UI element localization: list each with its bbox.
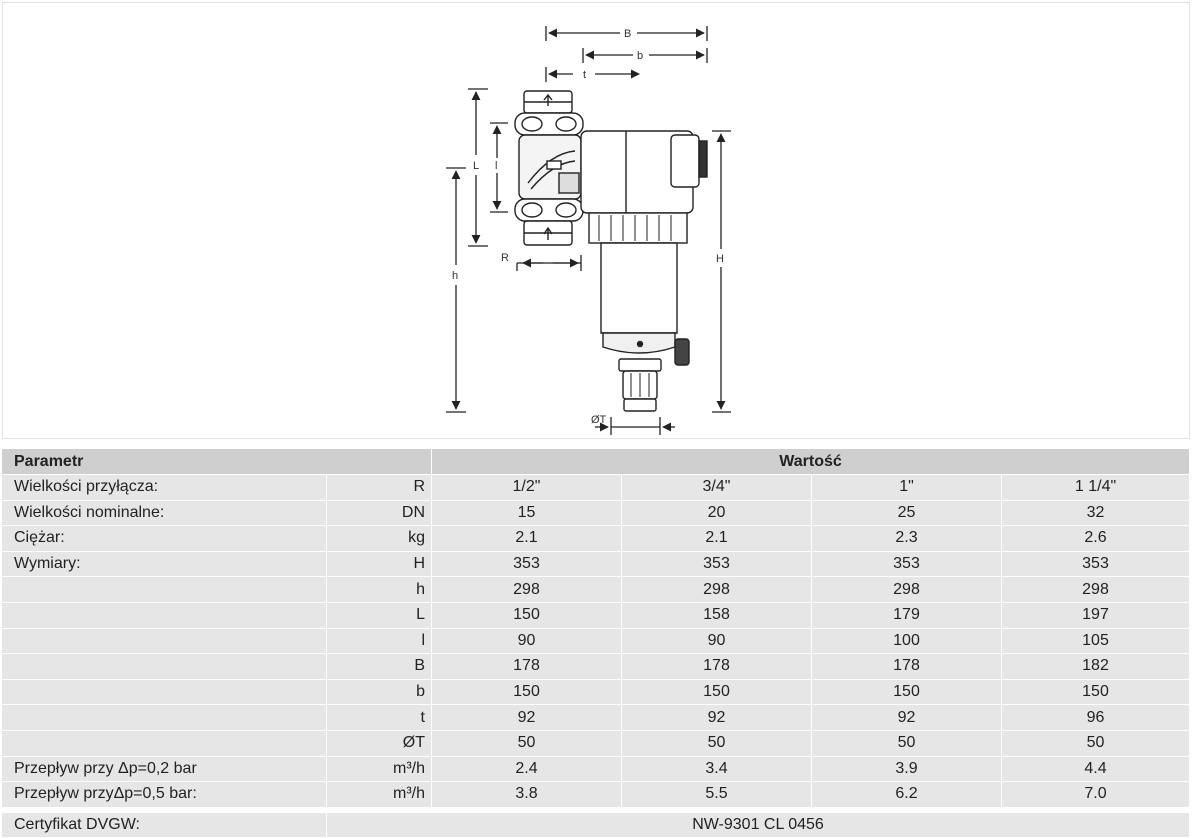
row-unit: b [327, 680, 432, 706]
row-value: 2.1 [432, 526, 622, 552]
dimension-H [712, 131, 731, 412]
row-value: 96 [1002, 705, 1190, 731]
row-parameter-name [2, 577, 327, 603]
row-unit: l [327, 629, 432, 655]
row-value: 179 [812, 603, 1002, 629]
row-value: 3.8 [432, 782, 622, 808]
row-value: 92 [622, 705, 812, 731]
row-parameter-name [2, 680, 327, 706]
row-value: 6.2 [812, 782, 1002, 808]
label-b: b [637, 50, 644, 62]
label-H: H [716, 253, 724, 265]
row-value: 32 [1002, 501, 1190, 527]
row-value: 150 [622, 680, 812, 706]
row-value: 353 [432, 552, 622, 578]
row-value: 182 [1002, 654, 1190, 680]
row-parameter-name: Przepływ przy Δp=0,2 bar [2, 757, 327, 783]
header-value: Wartość [432, 449, 1190, 475]
dimension-h [446, 168, 466, 412]
label-R: R [501, 252, 509, 264]
row-unit: t [327, 705, 432, 731]
row-value: 1" [812, 475, 1002, 501]
row-value: 92 [812, 705, 1002, 731]
row-value: 92 [432, 705, 622, 731]
table-row [2, 782, 1190, 808]
row-value: 197 [1002, 603, 1190, 629]
row-parameter-name [2, 603, 327, 629]
table-body [2, 475, 1190, 808]
row-value: 150 [432, 603, 622, 629]
dimension-R [517, 255, 581, 271]
row-value: 20 [622, 501, 812, 527]
table-header-row [2, 449, 1190, 475]
row-value: 3/4" [622, 475, 812, 501]
row-value: 353 [1002, 552, 1190, 578]
label-h: h [452, 270, 459, 282]
filter-illustration [515, 91, 707, 411]
row-parameter-name [2, 731, 327, 757]
row-unit: L [327, 603, 432, 629]
table-row [2, 501, 1190, 527]
dimension-t [546, 67, 639, 82]
dimension-l [490, 123, 508, 212]
row-value: 5.5 [622, 782, 812, 808]
row-value: 2.3 [812, 526, 1002, 552]
row-value: 3.9 [812, 757, 1002, 783]
row-unit: B [327, 654, 432, 680]
row-value: 150 [1002, 680, 1190, 706]
table-row [2, 731, 1190, 757]
row-value: 298 [812, 577, 1002, 603]
row-parameter-name [2, 629, 327, 655]
label-t: t [583, 69, 587, 81]
row-value: 298 [432, 577, 622, 603]
row-value: 2.1 [622, 526, 812, 552]
specification-table [2, 449, 1190, 838]
row-value: 1 1/4" [1002, 475, 1190, 501]
row-value: 150 [432, 680, 622, 706]
certificate-label: Certyfikat DVGW: [2, 813, 327, 838]
table-row [2, 757, 1190, 783]
row-value: 50 [622, 731, 812, 757]
row-value: 3.4 [622, 757, 812, 783]
row-value: 158 [622, 603, 812, 629]
table-row [2, 577, 1190, 603]
row-value: 2.6 [1002, 526, 1190, 552]
label-l: l [495, 160, 498, 172]
row-value: 353 [622, 552, 812, 578]
row-value: 25 [812, 501, 1002, 527]
row-unit: DN [327, 501, 432, 527]
row-parameter-name: Przepływ przyΔp=0,5 bar: [2, 782, 327, 808]
row-unit: R [327, 475, 432, 501]
row-unit: kg [327, 526, 432, 552]
row-value: 298 [622, 577, 812, 603]
row-parameter-name [2, 705, 327, 731]
row-value: 90 [432, 629, 622, 655]
technical-drawing [2, 2, 1190, 439]
row-unit: ØT [327, 731, 432, 757]
row-unit: h [327, 577, 432, 603]
table-row [2, 629, 1190, 655]
dimension-b [583, 48, 707, 63]
row-unit: m³/h [327, 782, 432, 808]
table-row-certificate [2, 813, 1190, 838]
row-value: 4.4 [1002, 757, 1190, 783]
row-unit: H [327, 552, 432, 578]
row-value: 90 [622, 629, 812, 655]
label-OT: ØT [591, 414, 607, 426]
row-unit: m³/h [327, 757, 432, 783]
row-value: 50 [812, 731, 1002, 757]
filter-dimension-drawing [3, 3, 1191, 440]
header-parameter: Parametr [2, 449, 432, 475]
row-value: 2.4 [432, 757, 622, 783]
row-parameter-name: Ciężar: [2, 526, 327, 552]
certificate-value: NW-9301 CL 0456 [327, 813, 1190, 838]
table-row [2, 475, 1190, 501]
table-row [2, 526, 1190, 552]
row-value: 50 [1002, 731, 1190, 757]
row-value: 298 [1002, 577, 1190, 603]
table-row [2, 552, 1190, 578]
row-value: 50 [432, 731, 622, 757]
row-value: 15 [432, 501, 622, 527]
row-value: 178 [622, 654, 812, 680]
table-row [2, 705, 1190, 731]
row-value: 353 [812, 552, 1002, 578]
row-value: 178 [812, 654, 1002, 680]
row-value: 178 [432, 654, 622, 680]
table-row [2, 654, 1190, 680]
dimension-OT [595, 417, 675, 435]
row-parameter-name: Wymiary: [2, 552, 327, 578]
row-value: 1/2" [432, 475, 622, 501]
row-parameter-name: Wielkości nominalne: [2, 501, 327, 527]
table-row [2, 603, 1190, 629]
row-parameter-name [2, 654, 327, 680]
row-value: 7.0 [1002, 782, 1190, 808]
row-parameter-name: Wielkości przyłącza: [2, 475, 327, 501]
table-row [2, 680, 1190, 706]
row-value: 100 [812, 629, 1002, 655]
label-B: B [624, 28, 632, 40]
row-value: 105 [1002, 629, 1190, 655]
row-value: 150 [812, 680, 1002, 706]
label-L: L [473, 160, 480, 172]
